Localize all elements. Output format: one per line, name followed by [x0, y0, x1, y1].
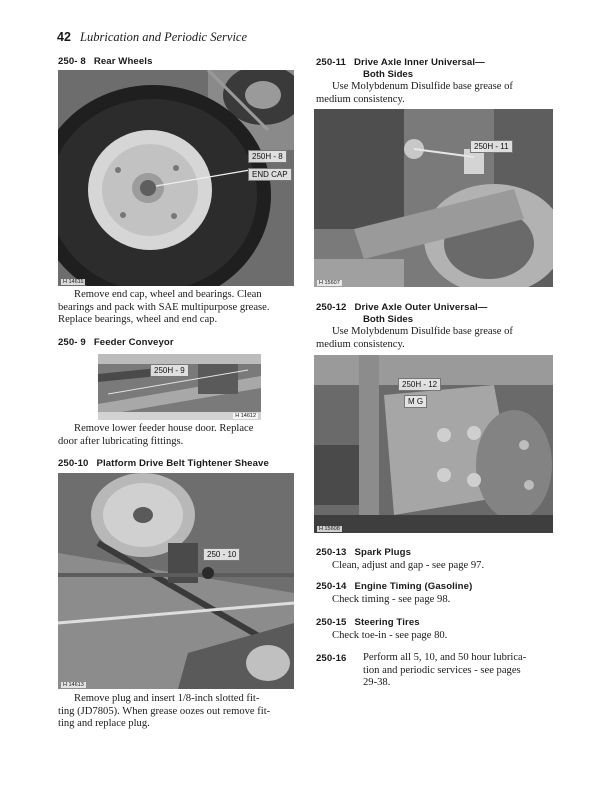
- section-body-steering-tires: Check toe-in - see page 80.: [332, 630, 448, 641]
- section-heading-rear-wheels: [58, 56, 153, 67]
- section-title: Engine Timing (Gasoline): [354, 581, 473, 592]
- section-code: 250-11: [316, 57, 346, 68]
- section-heading-steering-tires: [316, 617, 420, 628]
- rear-wheel-photo: [58, 70, 294, 286]
- page-title: Lubrication and Periodic Service: [80, 30, 248, 44]
- feeder-conveyor-photo: [98, 354, 261, 420]
- page-header: [57, 30, 247, 45]
- section-title: Spark Plugs: [354, 547, 412, 558]
- section-code: 250- 8: [58, 56, 86, 67]
- section-body-outer-universal: Use Molybdenum Disulfide base grease of medium consistency.: [316, 326, 513, 350]
- section-body-spark-plugs: Clean, adjust and gap - see page 97.: [332, 560, 485, 571]
- section-heading-line2: Both Sides: [363, 69, 414, 80]
- callout-tag: 250H - 9: [150, 364, 189, 377]
- section-title: Drive Axle Outer Universal—: [354, 302, 488, 313]
- section-title: Feeder Conveyor: [93, 337, 174, 348]
- outer-universal-photo: [314, 355, 553, 533]
- section-heading-inner-universal: [316, 57, 485, 68]
- section-heading-engine-timing: [316, 581, 472, 592]
- section-code: 250-12: [316, 302, 347, 313]
- callout-tag-mg: M G: [404, 395, 427, 408]
- section-heading-feeder-conveyor: [58, 337, 174, 348]
- section-body-inner-universal: Use Molybdenum Disulfide base grease of medium consistency.: [316, 81, 513, 105]
- section-body-platform-drive: Remove plug and insert 1/8-inch slotted fit- ting (JD7805). When grease oozes out remove fit- ting and replace plug.: [58, 693, 271, 730]
- platform-drive-photo: [58, 473, 294, 689]
- section-body-engine-timing: Check timing - see page 98.: [332, 594, 451, 605]
- photo-id: H 14612: [235, 413, 256, 419]
- section-heading-periodic-services: [316, 653, 354, 664]
- section-title: Drive Axle Inner Universal—: [353, 57, 485, 68]
- callout-tag: 250H - 8: [248, 150, 287, 163]
- section-title: Platform Drive Belt Tightener Sheave: [96, 458, 269, 469]
- section-heading-spark-plugs: [316, 547, 411, 558]
- section-heading-platform-drive: [58, 458, 269, 469]
- page-number: 42: [57, 30, 71, 44]
- photo-id: H 15608: [319, 526, 340, 532]
- section-body-periodic-services: Perform all 5, 10, and 50 hour lubrica- tion and periodic services - see pages 29-38.: [363, 652, 527, 689]
- callout-tag: 250H - 12: [398, 378, 441, 391]
- section-code: 250-14: [316, 581, 347, 592]
- callout-tag-end-cap: END CAP: [248, 168, 292, 181]
- photo-id: H 14611: [63, 279, 84, 285]
- section-title: Rear Wheels: [93, 56, 153, 67]
- section-code: 250-10: [58, 458, 89, 469]
- callout-tag: 250 - 10: [203, 548, 240, 561]
- section-code: 250-13: [316, 547, 347, 558]
- section-body-rear-wheels: Remove end cap, wheel and bearings. Clean bearings and pack with SAE multipurpose grease. Replace bearings, wheel and end cap.: [58, 289, 270, 326]
- photo-id: H 14613: [63, 682, 84, 688]
- section-code: 250-15: [316, 617, 347, 628]
- section-code: 250- 9: [58, 337, 86, 348]
- section-body-feeder-conveyor: Remove lower feeder house door. Replace door after lubricating fittings.: [58, 423, 254, 447]
- section-title: Steering Tires: [354, 617, 420, 628]
- inner-universal-photo: [314, 109, 553, 287]
- photo-id: H 15607: [319, 280, 340, 286]
- section-heading-outer-universal: [316, 302, 487, 313]
- section-code: 250-16: [316, 653, 347, 664]
- callout-tag: 250H - 11: [470, 140, 513, 153]
- section-heading-line2: Both Sides: [363, 314, 414, 325]
